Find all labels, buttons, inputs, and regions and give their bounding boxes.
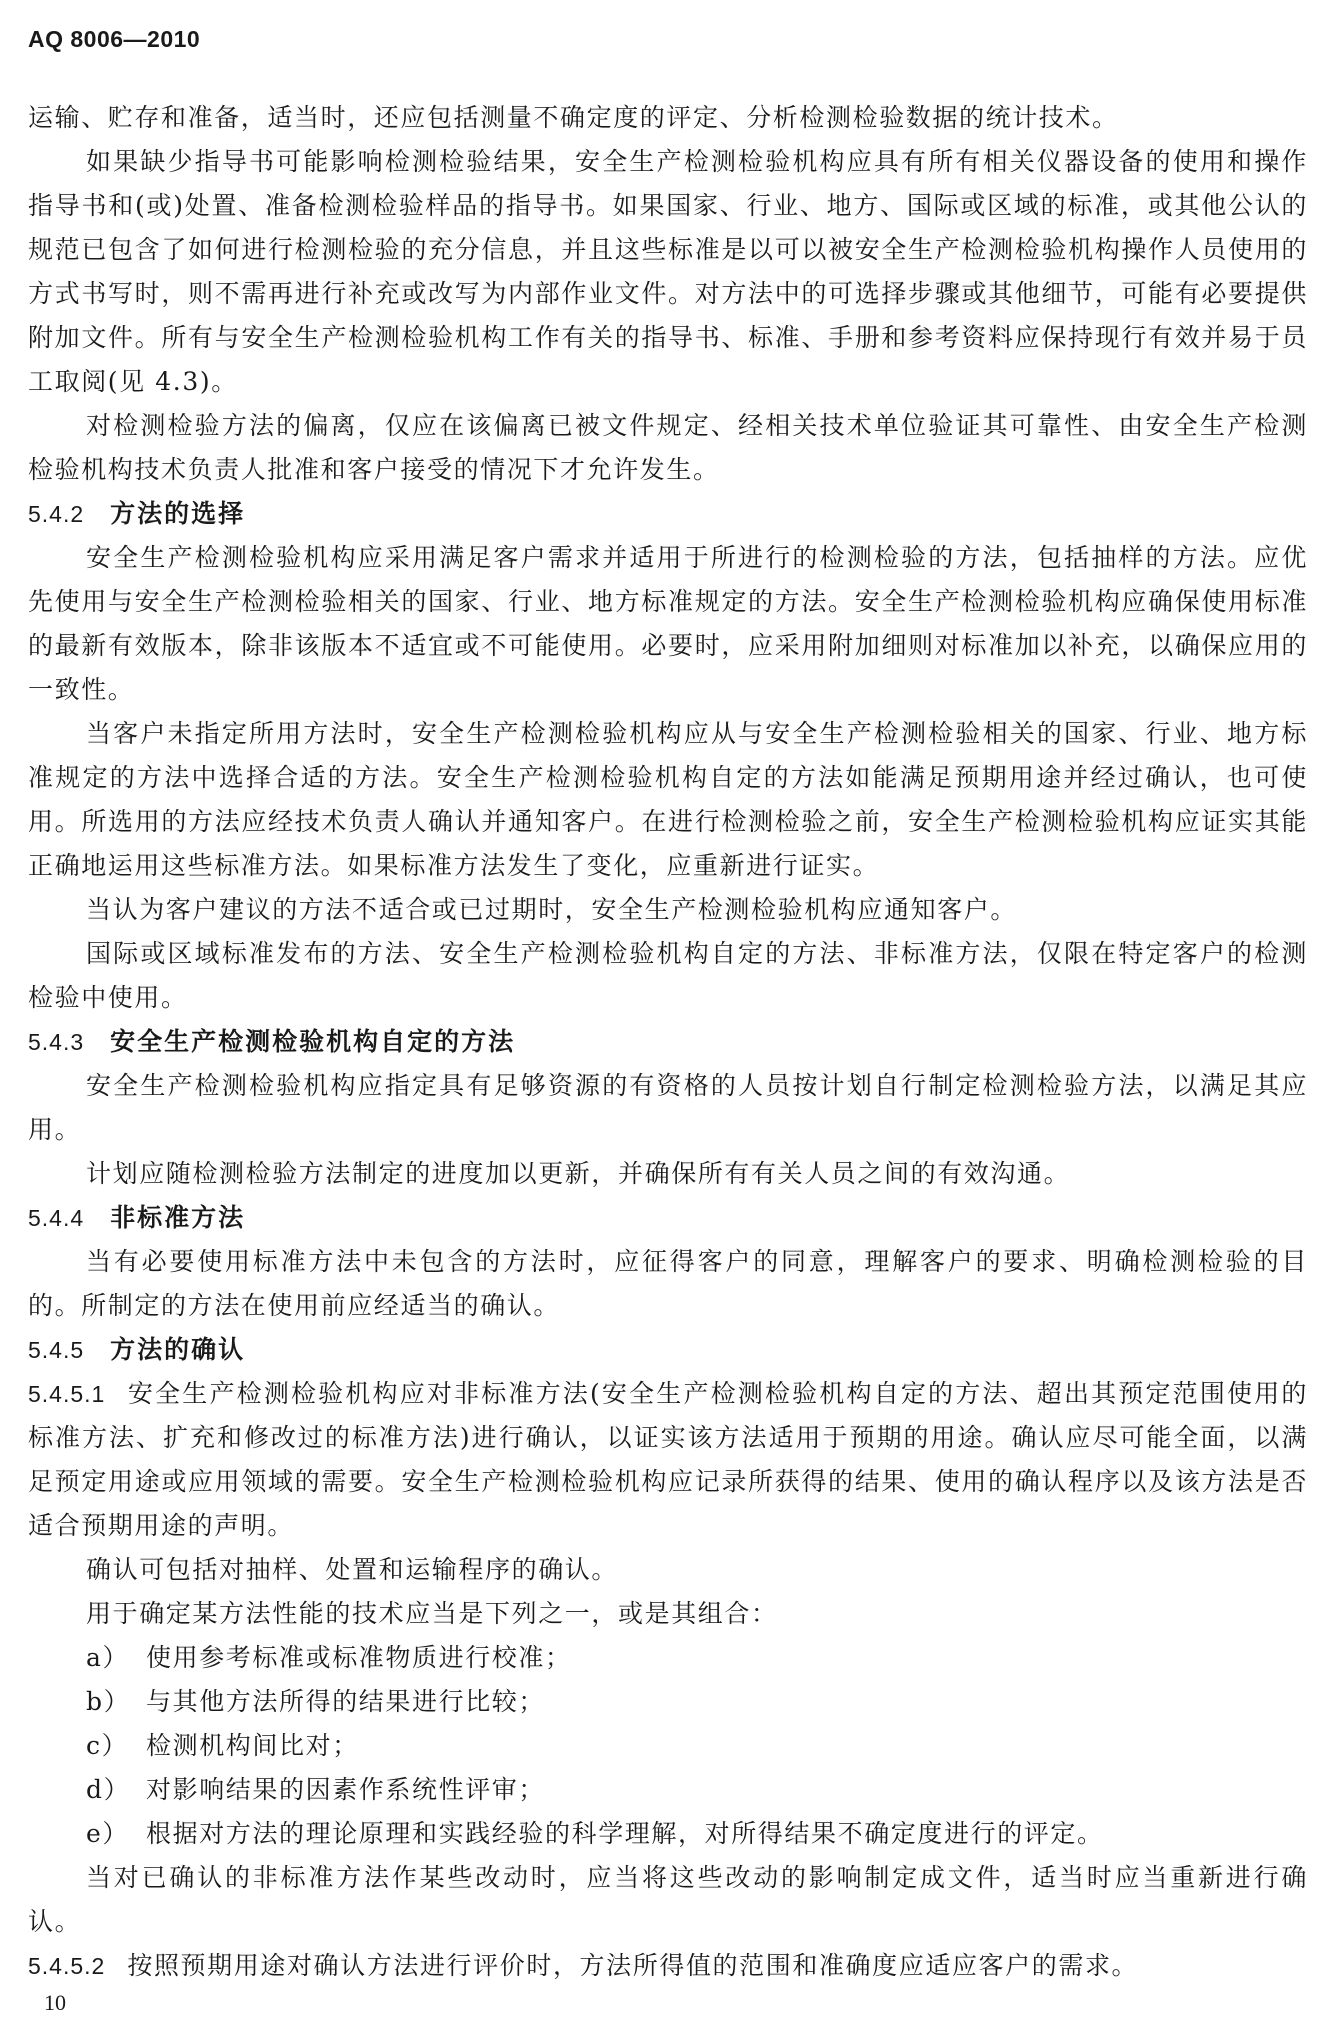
paragraph: 计划应随检测检验方法制定的进度加以更新，并确保所有有关人员之间的有效沟通。 [86,1159,1071,1188]
section-number: 5.4.3 [28,1029,85,1055]
list-text: 检测机构间比对； [146,1731,359,1760]
section-title: 方法的选择 [110,499,246,528]
list-item [28,1724,1308,1768]
section-number: 5.4.4 [28,1205,85,1231]
list-item [28,1680,1308,1724]
paragraph: 安全生产检测检验机构应采用满足客户需求并适用于所进行的检测检验的方法，包括抽样的方法。应优先使用与安全生产检测检验相关的国家、行业、地方标准规定的方法。安全生产检测检验机构应确保使用标准的最新有效版本，除非该版本不适宜或不可能使用。必要时，应采用附加细则对标准加以补充，以确保应用的一致性。 [28,543,1308,704]
section-title: 安全生产检测检验机构自定的方法 [110,1027,516,1056]
section-number: 5.4.2 [28,501,85,527]
list-item [28,1768,1308,1812]
list-text: 根据对方法的理论原理和实践经验的科学理解，对所得结果不确定度进行的评定。 [146,1819,1104,1848]
section-number: 5.4.5 [28,1337,85,1363]
list-marker: c） [86,1731,129,1760]
section-heading-5-4-4 [28,1196,1308,1240]
paragraph: 安全生产检测检验机构应指定具有足够资源的有资格的人员按计划自行制定检测检验方法，以满足其应用。 [28,1071,1308,1144]
list-marker: b） [86,1687,131,1716]
subclause-number: 5.4.5.2 [28,1953,106,1979]
list-marker: e） [86,1819,129,1848]
list-item [28,1812,1308,1856]
paragraph: 运输、贮存和准备，适当时，还应包括测量不确定度的评定、分析检测检验数据的统计技术。 [28,103,1119,132]
page-header [28,26,200,53]
list-text: 与其他方法所得的结果进行比较； [146,1687,546,1716]
list-marker: a） [86,1643,130,1672]
paragraph: 如果缺少指导书可能影响检测检验结果，安全生产检测检验机构应具有所有相关仪器设备的使用和操作指导书和(或)处置、准备检测检验样品的指导书。如果国家、行业、地方、国际或区域的标准，或其他公认的规范已包含了如何进行检测检验的充分信息，并且这些标准是以可以被安全生产检测检验机构操作人员使用的方式书写时，则不需再进行补充或改写为内部作业文件。对方法中的可选择步骤或其他细节，可能有必要提供附加文件。所有与安全生产检测检验机构工作有关的指导书、标准、手册和参考资料应保持现行有效并易于员工取阅(见 4.3)。 [28,147,1308,396]
list-text: 使用参考标准或标准物质进行校准； [146,1643,572,1672]
list-text: 对影响结果的因素作系统性评审； [146,1775,546,1804]
document-body [28,96,1308,1988]
paragraph: 确认可包括对抽样、处置和运输程序的确认。 [86,1555,619,1584]
subclause-text: 安全生产检测检验机构应对非标准方法(安全生产检测检验机构自定的方法、超出其预定范围使用的标准方法、扩充和修改过的标准方法)进行确认，以证实该方法适用于预期的用途。确认应尽可能全面，以满足预定用途或应用领域的需要。安全生产检测检验机构应记录所获得的结果、使用的确认程序以及该方法是否适合预期用途的声明。 [28,1379,1308,1540]
list-item [28,1636,1308,1680]
section-heading-5-4-2 [28,492,1308,536]
paragraph: 对检测检验方法的偏离，仅应在该偏离已被文件规定、经相关技术单位验证其可靠性、由安全生产检测检验机构技术负责人批准和客户接受的情况下才允许发生。 [28,411,1308,484]
technique-list [28,1636,1308,1856]
list-marker: d） [86,1775,131,1804]
paragraph: 当对已确认的非标准方法作某些改动时，应当将这些改动的影响制定成文件，适当时应当重新进行确认。 [28,1863,1308,1936]
section-heading-5-4-3 [28,1020,1308,1064]
subclause-paragraph-5-4-5-2 [28,1944,1308,1988]
paragraph: 当认为客户建议的方法不适合或已过期时，安全生产检测检验机构应通知客户。 [86,895,1018,924]
section-heading-5-4-5 [28,1328,1308,1372]
paragraph: 用于确定某方法性能的技术应当是下列之一，或是其组合： [86,1599,778,1628]
paragraph: 当有必要使用标准方法中未包含的方法时，应征得客户的同意，理解客户的要求、明确检测检验的目的。所制定的方法在使用前应经适当的确认。 [28,1247,1308,1320]
subclause-number: 5.4.5.1 [28,1381,106,1407]
paragraph: 当客户未指定所用方法时，安全生产检测检验机构应从与安全生产检测检验相关的国家、行业、地方标准规定的方法中选择合适的方法。安全生产检测检验机构自定的方法如能满足预期用途并经过确认，也可使用。所选用的方法应经技术负责人确认并通知客户。在进行检测检验之前，安全生产检测检验机构应证实其能正确地运用这些标准方法。如果标准方法发生了变化，应重新进行证实。 [28,719,1308,880]
section-title: 非标准方法 [110,1203,246,1232]
page-number: 10 [44,1990,66,2015]
subclause-text: 按照预期用途对确认方法进行评价时，方法所得值的范围和准确度应适应客户的需求。 [127,1951,1139,1980]
subclause-paragraph-5-4-5-1 [28,1372,1308,1548]
paragraph: 国际或区域标准发布的方法、安全生产检测检验机构自定的方法、非标准方法，仅限在特定客户的检测检验中使用。 [28,939,1308,1012]
section-title: 方法的确认 [110,1335,246,1364]
standard-code: AQ 8006—2010 [28,26,201,52]
